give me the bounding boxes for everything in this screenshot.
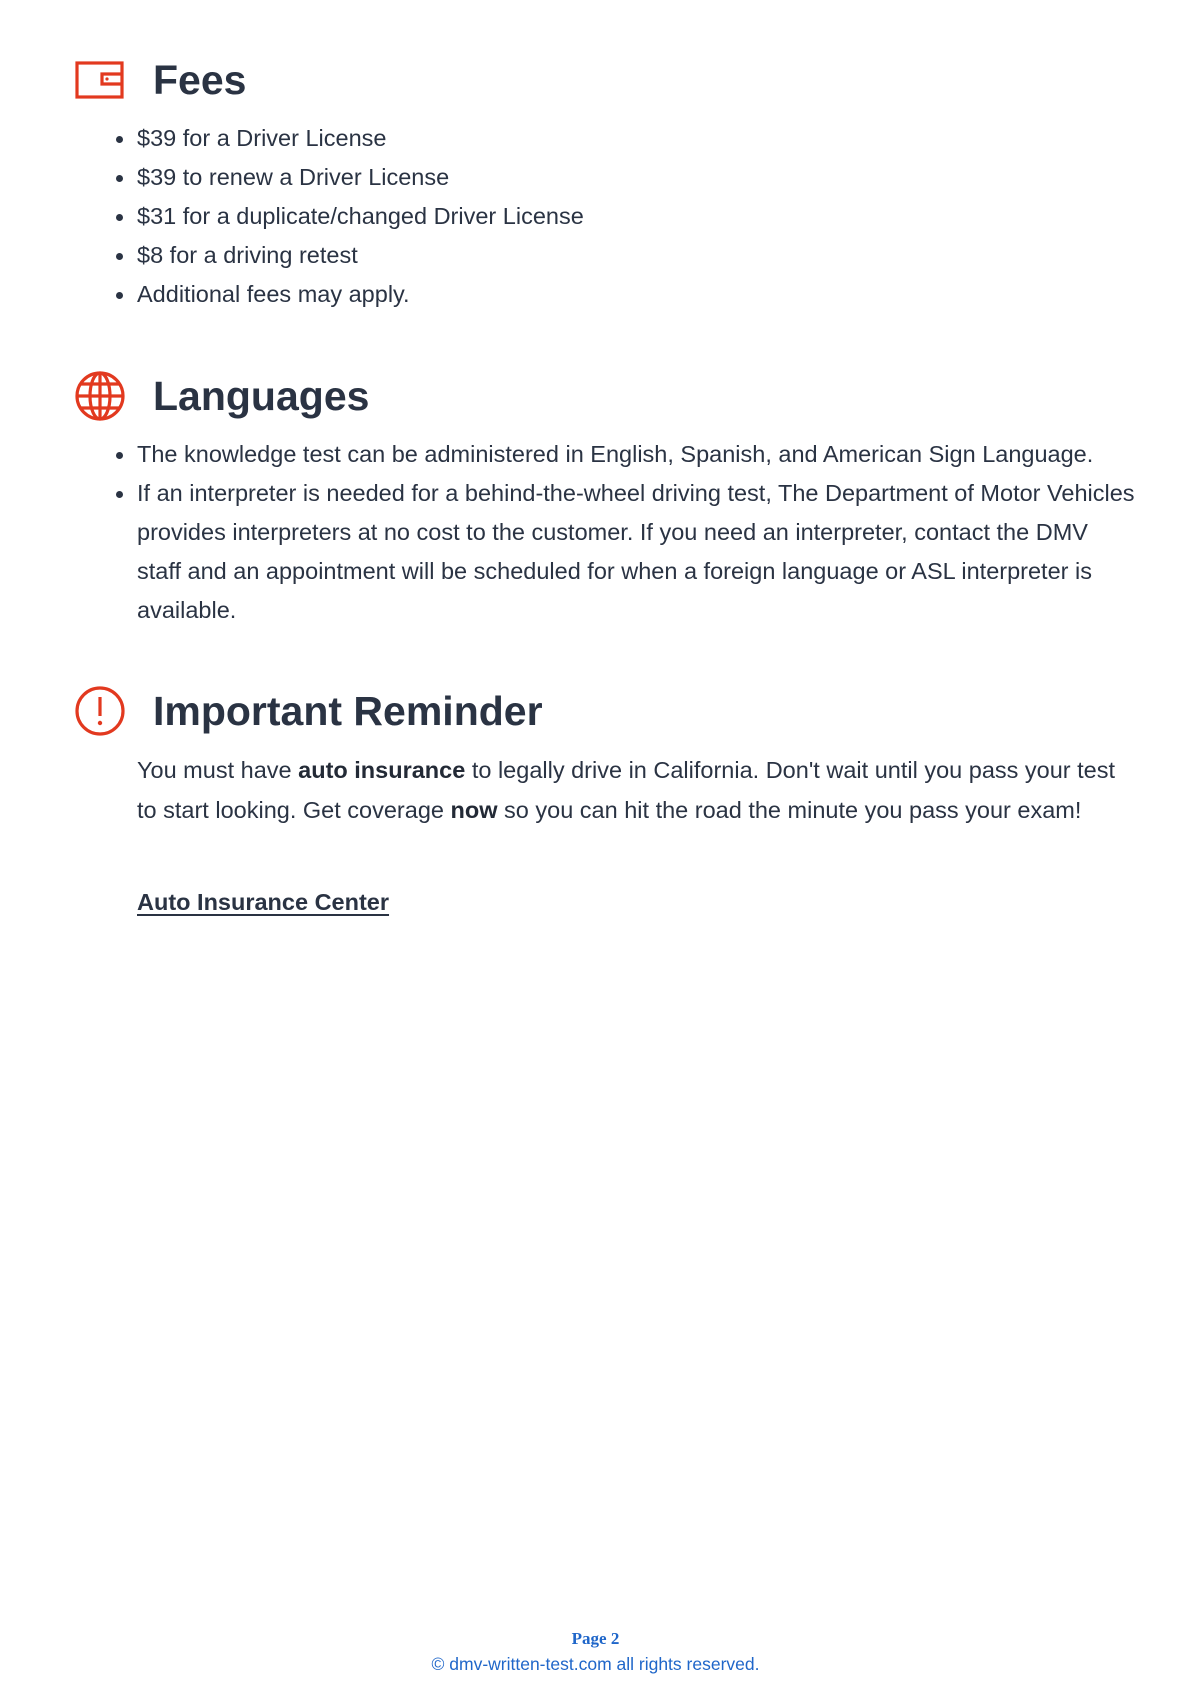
globe-icon <box>74 370 126 422</box>
auto-insurance-center-link[interactable]: Auto Insurance Center <box>137 889 390 915</box>
fees-list <box>137 119 1137 314</box>
fees-header <box>74 54 246 106</box>
list-item: $8 for a driving retest <box>137 236 1137 275</box>
list-item: $39 for a Driver License <box>137 119 1137 158</box>
languages-title: Languages <box>153 373 370 419</box>
reminder-text-part: to legally drive in California. Don't wait until you pass your test to start looking. Get coverage <box>137 757 1116 823</box>
copyright-notice: © dmv-written-test.com all rights reserved. <box>431 1654 760 1674</box>
languages-list <box>137 435 1137 630</box>
fees-title: Fees <box>153 57 247 103</box>
reminder-title: Important Reminder <box>153 688 543 734</box>
list-item: Additional fees may apply. <box>137 275 1137 314</box>
list-item: If an interpreter is needed for a behind-the-wheel driving test, The Department of Motor Vehicles provides interpreters at no cost to the customer. If you need an interpreter, contact the DMV staff and an appointment will be scheduled for when a foreign language or ASL interpreter is available. <box>137 474 1137 630</box>
reminder-text <box>137 751 1117 830</box>
page-number: Page 2 <box>571 1629 620 1648</box>
list-item: The knowledge test can be administered in English, Spanish, and American Sign Language. <box>137 435 1137 474</box>
languages-header <box>74 370 369 422</box>
reminder-bold-now: now <box>450 796 498 823</box>
wallet-icon <box>74 54 126 106</box>
reminder-text-part: so you can hit the road the minute you pass your exam! <box>497 796 1082 823</box>
reminder-text-part: You must have <box>137 757 299 783</box>
reminder-header <box>74 685 543 737</box>
list-item: $31 for a duplicate/changed Driver License <box>137 197 1137 236</box>
alert-circle-icon <box>74 685 126 737</box>
list-item: $39 to renew a Driver License <box>137 158 1137 197</box>
reminder-bold-auto-insurance: auto insurance <box>298 757 466 783</box>
